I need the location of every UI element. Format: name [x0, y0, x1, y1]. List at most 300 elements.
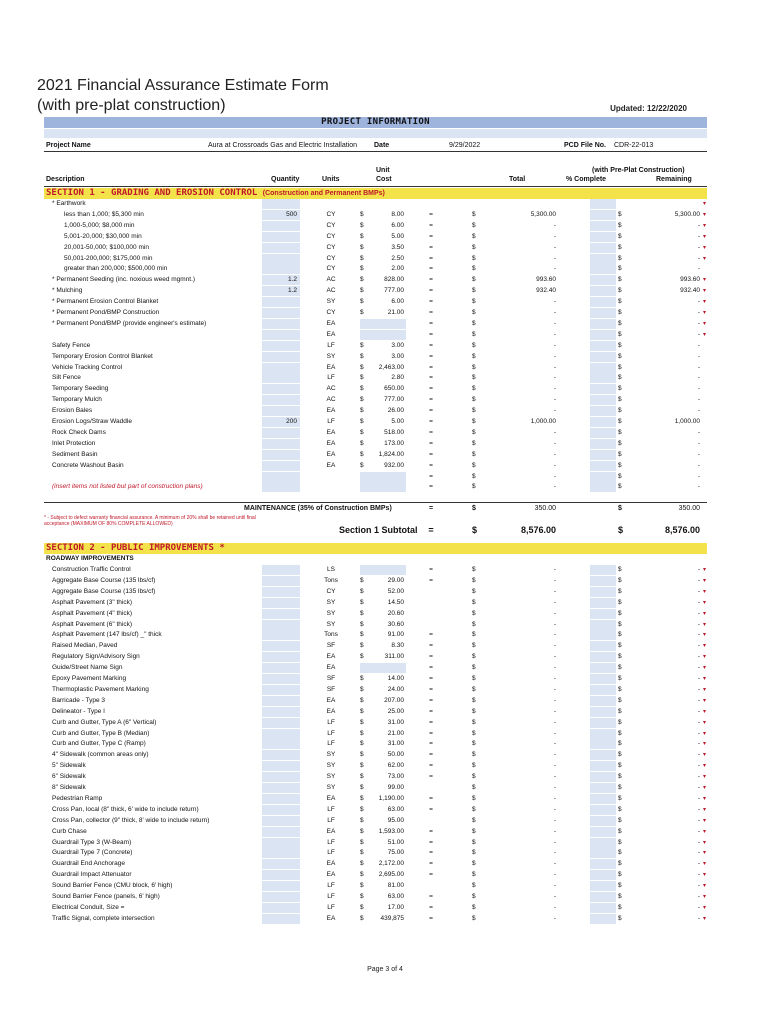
row-dropdown-icon[interactable]: ▾	[703, 331, 707, 338]
row-dropdown-icon[interactable]: ▾	[703, 817, 707, 824]
row-unit-cost: 3.00	[391, 352, 404, 360]
table-row	[44, 729, 707, 739]
row-dropdown-icon[interactable]: ▾	[703, 686, 707, 693]
row-units: LF	[327, 849, 335, 857]
unit-cost-input-box[interactable]	[360, 482, 406, 492]
row-total: -	[553, 718, 556, 726]
row-remaining: -	[697, 718, 700, 726]
row-remaining-dollar: $	[618, 439, 622, 447]
pct-complete-input-box[interactable]	[590, 406, 616, 416]
row-dropdown-icon[interactable]: ▾	[703, 730, 707, 737]
row-unit-cost: 21.00	[387, 309, 404, 316]
row-description: 5" Sidewalk	[52, 762, 86, 770]
quantity-input-box[interactable]	[262, 264, 300, 274]
row-description: Safety Fence	[52, 341, 91, 349]
pct-complete-input-box[interactable]	[590, 663, 616, 673]
row-total: -	[553, 374, 556, 382]
pct-complete-input-box[interactable]	[590, 816, 616, 826]
row-dropdown-icon[interactable]: ▾	[703, 233, 707, 240]
row-units: CY	[326, 221, 336, 229]
row-cost-dollar: $	[360, 914, 364, 922]
row-remaining-dollar: $	[618, 232, 622, 240]
row-total: -	[553, 407, 556, 415]
quantity-input-box[interactable]	[262, 630, 300, 640]
quantity-input-box[interactable]	[262, 576, 300, 586]
row-unit-cost: 6.00	[391, 298, 404, 306]
quantity-input-box[interactable]	[262, 870, 300, 880]
row-dropdown-icon[interactable]: ▾	[703, 222, 707, 229]
quantity-input-box[interactable]	[262, 428, 300, 438]
row-units: CY	[326, 265, 336, 273]
row-unit-cost: 95.00	[387, 816, 404, 824]
quantity-input-box[interactable]	[262, 232, 300, 242]
pct-complete-input-box[interactable]	[590, 848, 616, 858]
quantity-input-box[interactable]	[262, 761, 300, 771]
row-total: -	[553, 642, 556, 650]
row-cost-dollar: $	[360, 685, 364, 693]
table-row	[44, 674, 707, 684]
pct-complete-input-box[interactable]	[590, 373, 616, 383]
row-total: -	[553, 439, 556, 447]
pct-complete-input-box[interactable]	[590, 783, 616, 793]
quantity-input-box[interactable]	[262, 674, 300, 684]
row-remaining-dollar: $	[618, 903, 622, 911]
quantity-input-box[interactable]	[262, 221, 300, 231]
row-units: EA	[326, 794, 336, 802]
row-total-dollar: $	[472, 805, 476, 813]
row-remaining: -	[697, 685, 700, 693]
row-dropdown-icon[interactable]: ▾	[703, 904, 707, 911]
pct-complete-input-box[interactable]	[590, 363, 616, 373]
quantity-input-box[interactable]	[262, 395, 300, 405]
row-remaining: -	[697, 729, 700, 737]
unit-cost-input-box[interactable]	[360, 565, 406, 575]
quantity-input-box[interactable]	[262, 472, 300, 482]
row-dropdown-icon[interactable]: ▾	[703, 588, 707, 595]
row-dropdown-icon[interactable]: ▾	[703, 697, 707, 704]
row-total-dollar: $	[472, 696, 476, 704]
row-units: EA	[326, 319, 336, 327]
row-dropdown-icon[interactable]: ▾	[703, 277, 707, 284]
row-total: -	[553, 871, 556, 879]
quantity-input-box[interactable]	[262, 352, 300, 362]
row-dropdown-icon[interactable]: ▾	[703, 839, 707, 846]
pct-complete-input-box[interactable]	[590, 652, 616, 662]
quantity-input-box[interactable]	[262, 848, 300, 858]
row-equals: =	[429, 287, 433, 295]
unit-cost-input-box[interactable]	[360, 663, 406, 673]
row-cost-dollar: $	[360, 849, 364, 857]
pct-complete-input-box[interactable]	[590, 199, 616, 209]
unit-cost-input-box[interactable]	[360, 319, 406, 329]
date-value[interactable]: 9/29/2022	[449, 142, 481, 149]
row-dropdown-icon[interactable]: ▾	[703, 610, 707, 617]
row-dropdown-icon[interactable]: ▾	[703, 861, 707, 868]
pct-complete-input-box[interactable]	[590, 620, 616, 630]
pct-complete-input-box[interactable]	[590, 903, 616, 913]
row-dropdown-icon[interactable]: ▾	[703, 288, 707, 295]
row-total-dollar: $	[472, 243, 476, 251]
quantity-input-box[interactable]	[262, 892, 300, 902]
quantity-input-box[interactable]	[262, 685, 300, 695]
row-cost-dollar: $	[360, 816, 364, 824]
row-dropdown-icon[interactable]: ▾	[703, 774, 707, 781]
quantity-input-box[interactable]	[262, 565, 300, 575]
row-dropdown-icon[interactable]: ▾	[703, 244, 707, 251]
pct-complete-input-box[interactable]	[590, 384, 616, 394]
row-remaining-dollar: $	[618, 827, 622, 835]
row-cost-dollar: $	[360, 265, 364, 273]
pct-complete-input-box[interactable]	[590, 428, 616, 438]
col-total: Total	[509, 176, 526, 183]
row-equals: =	[429, 330, 433, 338]
quantity-input-box[interactable]	[262, 696, 300, 706]
row-remaining-dollar: $	[618, 254, 622, 262]
row-unit-cost: 30.60	[387, 620, 404, 628]
quantity-input-box[interactable]	[262, 461, 300, 471]
row-cost-dollar: $	[360, 620, 364, 628]
pct-complete-input-box[interactable]	[590, 696, 616, 706]
quantity-input-box[interactable]	[262, 598, 300, 608]
row-total-dollar: $	[472, 664, 476, 672]
pct-complete-input-box[interactable]	[590, 341, 616, 351]
col-quantity: Quantity	[271, 176, 300, 183]
pct-complete-input-box[interactable]	[590, 482, 616, 492]
row-equals: =	[429, 773, 433, 781]
row-dropdown-icon[interactable]: ▾	[703, 211, 707, 218]
quantity-input-box[interactable]	[262, 652, 300, 662]
pct-complete-input-box[interactable]	[590, 794, 616, 804]
row-remaining-dollar: $	[618, 210, 622, 218]
pct-complete-input-box[interactable]	[590, 750, 616, 760]
row-dropdown-icon[interactable]: ▾	[703, 828, 707, 835]
quantity-input-box[interactable]	[262, 297, 300, 307]
pct-complete-input-box[interactable]	[590, 576, 616, 586]
row-cost-dollar: $	[360, 352, 364, 360]
row-equals: =	[429, 483, 433, 491]
row-remaining-dollar: $	[618, 243, 622, 251]
row-total-dollar: $	[472, 751, 476, 759]
quantity-input-box[interactable]	[262, 772, 300, 782]
pct-complete-input-box[interactable]	[590, 565, 616, 575]
row-dropdown-icon[interactable]: ▾	[703, 752, 707, 759]
row-cost-dollar: $	[360, 871, 364, 879]
row-dropdown-icon[interactable]: ▾	[703, 763, 707, 770]
pct-complete-input-box[interactable]	[590, 729, 616, 739]
row-units: EA	[326, 407, 336, 415]
unit-cost-input-box[interactable]	[360, 330, 406, 340]
quantity-input-box[interactable]	[262, 406, 300, 416]
row-cost-dollar: $	[360, 903, 364, 911]
row-dropdown-icon[interactable]: ▾	[703, 320, 707, 327]
pct-complete-input-box[interactable]	[590, 805, 616, 815]
row-dropdown-icon[interactable]: ▾	[703, 310, 707, 316]
pct-complete-input-box[interactable]	[590, 275, 616, 285]
row-total: -	[553, 849, 556, 857]
quantity-input-box[interactable]	[262, 739, 300, 749]
pct-complete-input-box[interactable]	[590, 827, 616, 837]
row-total: -	[553, 805, 556, 813]
row-units: LF	[327, 882, 335, 890]
row-unit-cost: 51.00	[387, 838, 404, 846]
row-remaining-dollar: $	[618, 396, 622, 404]
row-total: -	[553, 461, 556, 469]
subtotal-remaining: 8,576.00	[664, 525, 700, 535]
row-remaining-dollar: $	[618, 740, 622, 748]
quantity-input-box[interactable]	[262, 439, 300, 449]
row-total-dollar: $	[472, 439, 476, 447]
pct-complete-input-box[interactable]	[590, 914, 616, 924]
quantity-input-box[interactable]	[262, 199, 300, 209]
quantity-input-box[interactable]	[262, 384, 300, 394]
quantity-input-box[interactable]	[262, 827, 300, 837]
row-remaining: 5,300.00	[674, 210, 700, 218]
quantity-input-box[interactable]	[262, 587, 300, 597]
row-total: -	[553, 330, 556, 338]
updated-date: Updated: 12/22/2020	[610, 104, 687, 113]
quantity-input-box[interactable]	[262, 663, 300, 673]
quantity-input-box[interactable]	[262, 718, 300, 728]
quantity-input-box[interactable]	[262, 641, 300, 651]
row-dropdown-icon[interactable]: ▾	[703, 599, 707, 606]
quantity-input-box[interactable]	[262, 450, 300, 460]
pct-complete-input-box[interactable]	[590, 685, 616, 695]
row-unit-cost: 1,824.00	[378, 450, 404, 458]
quantity-input-box[interactable]	[262, 254, 300, 264]
quantity-input-box[interactable]	[262, 319, 300, 329]
row-units: SF	[326, 685, 336, 693]
pct-complete-input-box[interactable]	[590, 838, 616, 848]
row-quantity[interactable]: 1.2	[287, 287, 297, 295]
row-unit-cost: 6.00	[391, 221, 404, 229]
row-equals: =	[429, 319, 433, 327]
row-dropdown-icon[interactable]: ▾	[703, 654, 707, 661]
row-remaining-dollar: $	[618, 849, 622, 857]
row-remaining: -	[697, 450, 700, 458]
pct-complete-input-box[interactable]	[590, 286, 616, 296]
row-cost-dollar: $	[360, 631, 364, 639]
row-total: -	[553, 882, 556, 890]
table-row	[44, 384, 707, 394]
row-dropdown-icon[interactable]: ▾	[703, 872, 707, 879]
pct-complete-input-box[interactable]	[590, 297, 616, 307]
row-units: LF	[327, 418, 335, 425]
row-equals: =	[429, 893, 433, 900]
row-total-dollar: $	[472, 374, 476, 382]
row-dropdown-icon[interactable]: ▾	[703, 299, 707, 306]
quantity-input-box[interactable]	[262, 794, 300, 804]
row-remaining: -	[697, 221, 700, 229]
quantity-input-box[interactable]	[262, 816, 300, 826]
pct-complete-input-box[interactable]	[590, 254, 616, 264]
pct-complete-input-box[interactable]	[590, 739, 616, 749]
quantity-input-box[interactable]	[262, 330, 300, 340]
row-total-dollar: $	[472, 418, 476, 425]
row-total: 993.60	[536, 276, 556, 284]
subtotal-rem-dollar: $	[618, 525, 624, 535]
quantity-input-box[interactable]	[262, 805, 300, 815]
row-cost-dollar: $	[360, 794, 364, 802]
pct-complete-input-box[interactable]	[590, 232, 616, 242]
pct-complete-input-box[interactable]	[590, 718, 616, 728]
row-dropdown-icon[interactable]: ▾	[703, 255, 707, 262]
row-unit-cost: 14.00	[387, 675, 404, 682]
quantity-input-box[interactable]	[262, 707, 300, 717]
quantity-input-box[interactable]	[262, 914, 300, 924]
pct-complete-input-box[interactable]	[590, 630, 616, 640]
row-units: SY	[326, 773, 336, 781]
row-dropdown-icon[interactable]: ▾	[703, 785, 707, 791]
row-cost-dollar: $	[360, 428, 364, 436]
pct-complete-input-box[interactable]	[590, 210, 616, 220]
quantity-input-box[interactable]	[262, 838, 300, 848]
row-equals: =	[429, 232, 433, 240]
pct-complete-input-box[interactable]	[590, 395, 616, 405]
table-row	[44, 439, 707, 449]
quantity-input-box[interactable]	[262, 729, 300, 739]
pct-complete-input-box[interactable]	[590, 221, 616, 231]
row-remaining-dollar: $	[618, 871, 622, 879]
table-row	[44, 363, 707, 373]
row-remaining: -	[697, 696, 700, 704]
quantity-input-box[interactable]	[262, 750, 300, 760]
quantity-input-box[interactable]	[262, 308, 300, 318]
row-quantity[interactable]: 1.2	[287, 276, 297, 284]
pct-complete-input-box[interactable]	[590, 439, 616, 449]
quantity-input-box[interactable]	[262, 341, 300, 351]
row-dropdown-icon[interactable]: ▾	[703, 850, 707, 857]
pct-complete-input-box[interactable]	[590, 859, 616, 869]
row-dropdown-icon[interactable]: ▾	[703, 201, 707, 207]
row-unit-cost: 17.00	[387, 903, 404, 911]
row-dropdown-icon[interactable]: ▾	[703, 806, 707, 813]
pct-complete-input-box[interactable]	[590, 881, 616, 891]
row-dropdown-icon[interactable]: ▾	[703, 719, 707, 726]
row-total-dollar: $	[472, 707, 476, 715]
row-total-dollar: $	[472, 566, 476, 573]
pct-complete-input-box[interactable]	[590, 761, 616, 771]
pct-complete-input-box[interactable]	[590, 609, 616, 619]
row-description: * Permanent Erosion Control Blanket	[52, 298, 159, 306]
pct-complete-input-box[interactable]	[590, 264, 616, 274]
quantity-input-box[interactable]	[262, 903, 300, 913]
pct-complete-input-box[interactable]	[590, 772, 616, 782]
subtotal-label: Section 1 Subtotal	[339, 525, 418, 535]
row-dropdown-icon[interactable]: ▾	[703, 915, 707, 922]
row-description: Traffic Signal, complete intersection	[52, 914, 155, 922]
row-quantity[interactable]: 200	[286, 418, 297, 425]
row-cost-dollar: $	[360, 598, 364, 606]
pct-complete-input-box[interactable]	[590, 319, 616, 329]
project-name-value[interactable]: Aura at Crossroads Gas and Electric Installation	[208, 142, 358, 149]
row-description: Guardrail Type 7 (Concrete)	[52, 849, 133, 857]
pct-complete-input-box[interactable]	[590, 870, 616, 880]
row-dropdown-icon[interactable]: ▾	[703, 883, 707, 890]
table-row	[44, 243, 707, 253]
row-units: LF	[327, 903, 335, 911]
row-dropdown-icon[interactable]: ▾	[703, 665, 707, 672]
pct-complete-input-box[interactable]	[590, 243, 616, 253]
row-equals: =	[429, 696, 433, 704]
maintenance-row	[44, 502, 707, 513]
pct-complete-input-box[interactable]	[590, 598, 616, 608]
row-total-dollar: $	[472, 221, 476, 229]
row-description: Aggregate Base Course (135 lbs/cf)	[52, 576, 156, 584]
row-dropdown-icon[interactable]: ▾	[703, 643, 707, 650]
pct-complete-input-box[interactable]	[590, 461, 616, 471]
pct-complete-input-box[interactable]	[590, 641, 616, 651]
pct-complete-input-box[interactable]	[590, 707, 616, 717]
quantity-input-box[interactable]	[262, 881, 300, 891]
row-units: SY	[326, 298, 336, 306]
table-row	[44, 609, 707, 619]
quantity-input-box[interactable]	[262, 609, 300, 619]
row-dropdown-icon[interactable]: ▾	[703, 676, 707, 682]
quantity-input-box[interactable]	[262, 363, 300, 373]
row-equals: =	[429, 685, 433, 693]
row-dropdown-icon[interactable]: ▾	[703, 741, 707, 748]
row-equals: =	[429, 718, 433, 726]
pct-complete-input-box[interactable]	[590, 892, 616, 902]
row-total-dollar: $	[472, 483, 476, 491]
row-description: Vehicle Tracking Control	[52, 363, 123, 371]
row-remaining-dollar: $	[618, 784, 622, 791]
pct-complete-input-box[interactable]	[590, 450, 616, 460]
row-description: Curb and Gutter, Type C (Ramp)	[52, 740, 146, 748]
row-dropdown-icon[interactable]: ▾	[703, 577, 707, 584]
row-description: Electrical Conduit, Size =	[52, 903, 125, 911]
pct-complete-input-box[interactable]	[590, 352, 616, 362]
quantity-input-box[interactable]	[262, 482, 300, 492]
table-row	[44, 914, 707, 924]
row-remaining-dollar: $	[618, 298, 622, 306]
row-units: CY	[326, 232, 336, 240]
row-units: LF	[327, 740, 335, 748]
row-dropdown-icon[interactable]: ▾	[703, 621, 707, 628]
quantity-input-box[interactable]	[262, 620, 300, 630]
quantity-input-box[interactable]	[262, 243, 300, 253]
row-remaining: -	[697, 352, 700, 360]
row-cost-dollar: $	[360, 385, 364, 393]
quantity-input-box[interactable]	[262, 373, 300, 383]
table-row	[44, 630, 707, 640]
maintenance-label: MAINTENANCE (35% of Construction BMPs)	[244, 505, 392, 512]
row-dropdown-icon[interactable]: ▾	[703, 632, 707, 639]
row-quantity[interactable]: 500	[286, 210, 297, 218]
pct-complete-input-box[interactable]	[590, 330, 616, 340]
pcd-file-value[interactable]: CDR-22-013	[614, 142, 654, 149]
row-remaining: -	[697, 751, 700, 759]
row-unit-cost: 91.00	[387, 631, 404, 639]
table-row	[44, 892, 707, 902]
pct-complete-input-box[interactable]	[590, 674, 616, 684]
row-dropdown-icon[interactable]: ▾	[703, 567, 707, 573]
pct-complete-input-box[interactable]	[590, 472, 616, 482]
row-dropdown-icon[interactable]: ▾	[703, 894, 707, 900]
row-dropdown-icon[interactable]: ▾	[703, 795, 707, 802]
pct-complete-input-box[interactable]	[590, 417, 616, 427]
pct-complete-input-box[interactable]	[590, 308, 616, 318]
row-cost-dollar: $	[360, 784, 364, 791]
pct-complete-input-box[interactable]	[590, 587, 616, 597]
row-total: -	[553, 363, 556, 371]
row-remaining-dollar: $	[618, 718, 622, 726]
unit-cost-input-box[interactable]	[360, 472, 406, 482]
table-row	[44, 903, 707, 913]
row-dropdown-icon[interactable]: ▾	[703, 708, 707, 715]
quantity-input-box[interactable]	[262, 859, 300, 869]
quantity-input-box[interactable]	[262, 783, 300, 793]
